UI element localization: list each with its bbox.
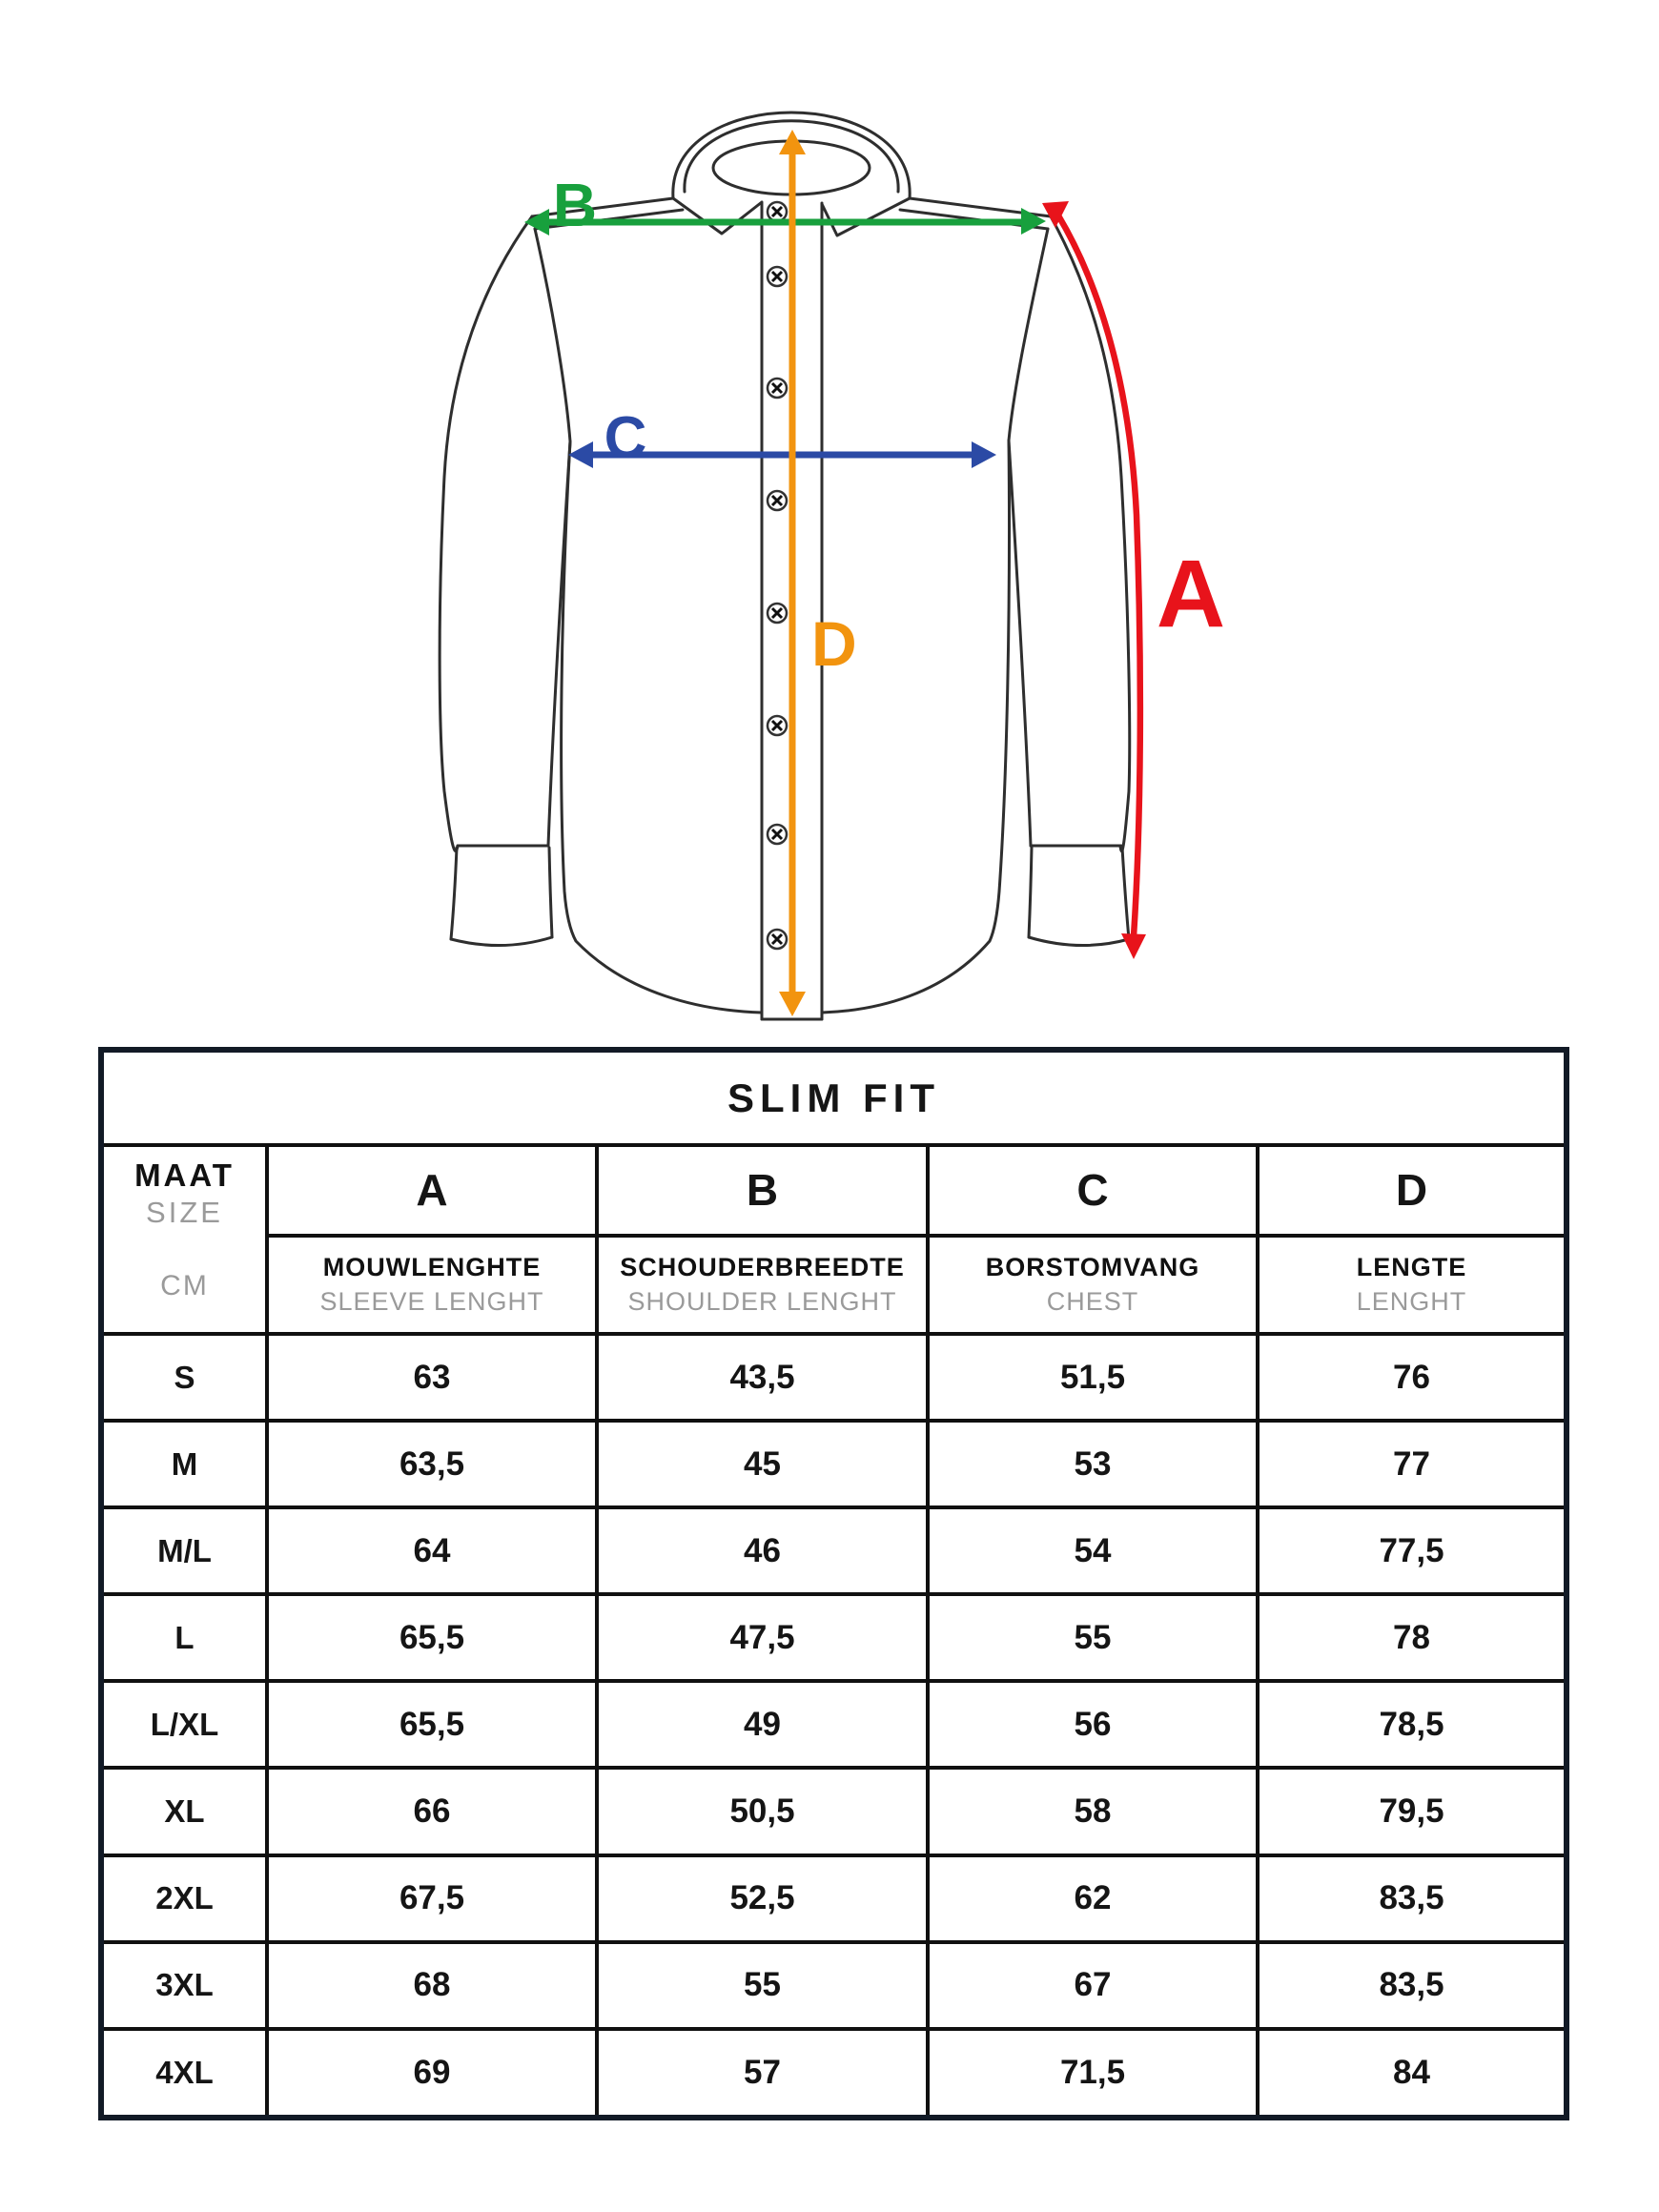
value-cell: 62	[928, 1855, 1258, 1942]
column-letter-a: A	[267, 1145, 597, 1236]
label-b: B	[552, 171, 598, 239]
letters-header-row	[101, 1145, 1567, 1236]
value-cell: 55	[928, 1594, 1258, 1681]
value-cell: 45	[597, 1421, 928, 1507]
maat-size-cell	[101, 1145, 267, 1334]
value-cell: 57	[597, 2029, 928, 2118]
value-cell: 50,5	[597, 1768, 928, 1854]
value-cell: 46	[597, 1507, 928, 1594]
value-cell: 63	[267, 1334, 597, 1421]
table-title: SLIM FIT	[101, 1050, 1567, 1145]
shirt-button	[768, 379, 787, 398]
value-cell: 77,5	[1258, 1507, 1567, 1594]
table-row	[101, 1855, 1567, 1942]
size-cell: 2XL	[101, 1855, 267, 1942]
value-cell: 53	[928, 1421, 1258, 1507]
value-cell: 49	[597, 1681, 928, 1768]
table-row	[101, 1942, 1567, 2029]
value-cell: 71,5	[928, 2029, 1258, 2118]
size-cell: L/XL	[101, 1681, 267, 1768]
size-table	[98, 1047, 1569, 2120]
shirt-button	[768, 202, 787, 221]
column-name-b: SCHOUDERBREEDTE SHOULDER LENGHT	[597, 1236, 928, 1334]
value-cell: 78	[1258, 1594, 1567, 1681]
table-row	[101, 2029, 1567, 2118]
maat-label: MAAT	[134, 1157, 235, 1193]
label-a: A	[1156, 541, 1226, 647]
value-cell: 56	[928, 1681, 1258, 1768]
size-cell: S	[101, 1334, 267, 1421]
value-cell: 67	[928, 1942, 1258, 2029]
value-cell: 65,5	[267, 1681, 597, 1768]
length-arrow	[779, 130, 857, 1016]
button-placket	[768, 202, 787, 949]
chest-width-arrow	[568, 405, 996, 471]
names-header-row	[101, 1236, 1567, 1334]
size-cell: M/L	[101, 1507, 267, 1594]
size-cell: L	[101, 1594, 267, 1681]
value-cell: 64	[267, 1507, 597, 1594]
column-letter-d: D	[1258, 1145, 1567, 1236]
value-cell: 76	[1258, 1334, 1567, 1421]
table-row	[101, 1681, 1567, 1768]
value-cell: 79,5	[1258, 1768, 1567, 1854]
label-c: C	[604, 405, 647, 471]
shirt-button	[768, 825, 787, 844]
value-cell: 52,5	[597, 1855, 928, 1942]
table-row	[101, 1334, 1567, 1421]
table-row	[101, 1507, 1567, 1594]
shirt-button	[768, 930, 787, 949]
value-cell: 83,5	[1258, 1855, 1567, 1942]
value-cell: 69	[267, 2029, 597, 2118]
value-cell: 68	[267, 1942, 597, 2029]
column-name-d: LENGTE LENGHT	[1258, 1236, 1567, 1334]
column-letter-c: C	[928, 1145, 1258, 1236]
value-cell: 65,5	[267, 1594, 597, 1681]
shirt-button	[768, 491, 787, 510]
value-cell: 78,5	[1258, 1681, 1567, 1768]
label-d: D	[811, 608, 857, 679]
value-cell: 47,5	[597, 1594, 928, 1681]
cm-label: CM	[160, 1269, 209, 1301]
value-cell: 54	[928, 1507, 1258, 1594]
value-cell: 66	[267, 1768, 597, 1854]
column-name-a: MOUWLENGHTE SLEEVE LENGHT	[267, 1236, 597, 1334]
table-title-row	[101, 1050, 1567, 1145]
table-row	[101, 1768, 1567, 1854]
value-cell: 77	[1258, 1421, 1567, 1507]
value-cell: 51,5	[928, 1334, 1258, 1421]
value-cell: 58	[928, 1768, 1258, 1854]
column-name-c: BORSTOMVANG CHEST	[928, 1236, 1258, 1334]
table-row	[101, 1421, 1567, 1507]
shirt-measurement-diagram	[0, 0, 1659, 1058]
shirt-outline	[440, 113, 1130, 1019]
size-label: SIZE	[146, 1195, 223, 1229]
size-cell: XL	[101, 1768, 267, 1854]
value-cell: 67,5	[267, 1855, 597, 1942]
value-cell: 63,5	[267, 1421, 597, 1507]
size-cell: M	[101, 1421, 267, 1507]
value-cell: 43,5	[597, 1334, 928, 1421]
table-row	[101, 1594, 1567, 1681]
column-letter-b: B	[597, 1145, 928, 1236]
shirt-button	[768, 604, 787, 623]
value-cell: 84	[1258, 2029, 1567, 2118]
shirt-button	[768, 267, 787, 286]
size-cell: 3XL	[101, 1942, 267, 2029]
value-cell: 55	[597, 1942, 928, 2029]
size-cell: 4XL	[101, 2029, 267, 2118]
value-cell: 83,5	[1258, 1942, 1567, 2029]
shirt-button	[768, 716, 787, 735]
